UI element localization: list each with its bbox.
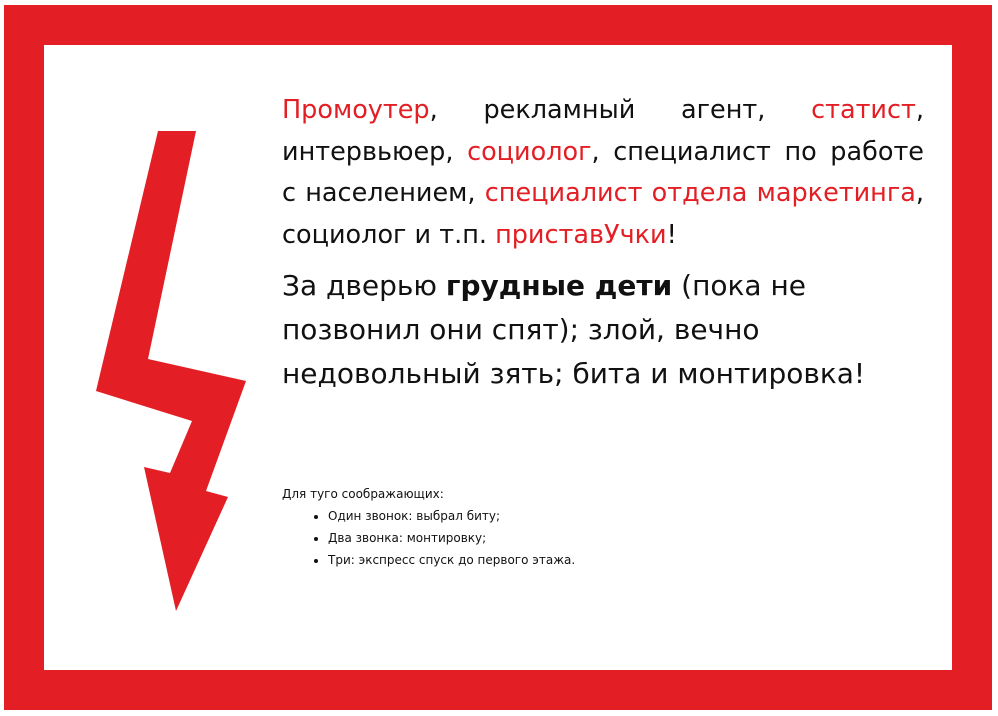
text-segment: статист: [811, 95, 916, 125]
text-segment: Промоутер: [282, 95, 430, 125]
text-segment: (пока не позвонил они спят); злой, вечно недовольный зять; бита и монтировка!: [282, 269, 866, 390]
warning-paragraph: [282, 90, 924, 256]
text-segment: !: [666, 219, 677, 250]
text-segment: За дверью: [282, 269, 446, 302]
footnote-title: Для туго соображающих:: [282, 487, 444, 501]
text-segment: социолог: [467, 136, 592, 167]
text-segment: , рекламный агент,: [429, 95, 812, 125]
list-item: • Два звонка: монтировку;: [328, 527, 782, 549]
text-segment: приставУчки: [495, 219, 667, 250]
text-segment: , социолог и т.п.: [282, 178, 924, 250]
footnote: [282, 487, 782, 571]
lightning-bolt-shape: [96, 131, 246, 611]
text-segment: специалист отдела маркетинга: [484, 178, 916, 208]
threat-paragraph: [282, 264, 924, 396]
list-item: • Три: экспресс спуск до первого этажа.: [328, 549, 782, 571]
list-item: • Один звонок: выбрал биту;: [328, 505, 782, 527]
main-text: [282, 90, 924, 396]
bold-text: грудные дети: [445, 269, 673, 302]
lightning-bolt-icon: [96, 131, 296, 611]
footnote-list: [282, 505, 782, 571]
text-segment: , специалист по работе с населением,: [282, 136, 924, 208]
text-segment: , интервьюер,: [282, 95, 924, 167]
